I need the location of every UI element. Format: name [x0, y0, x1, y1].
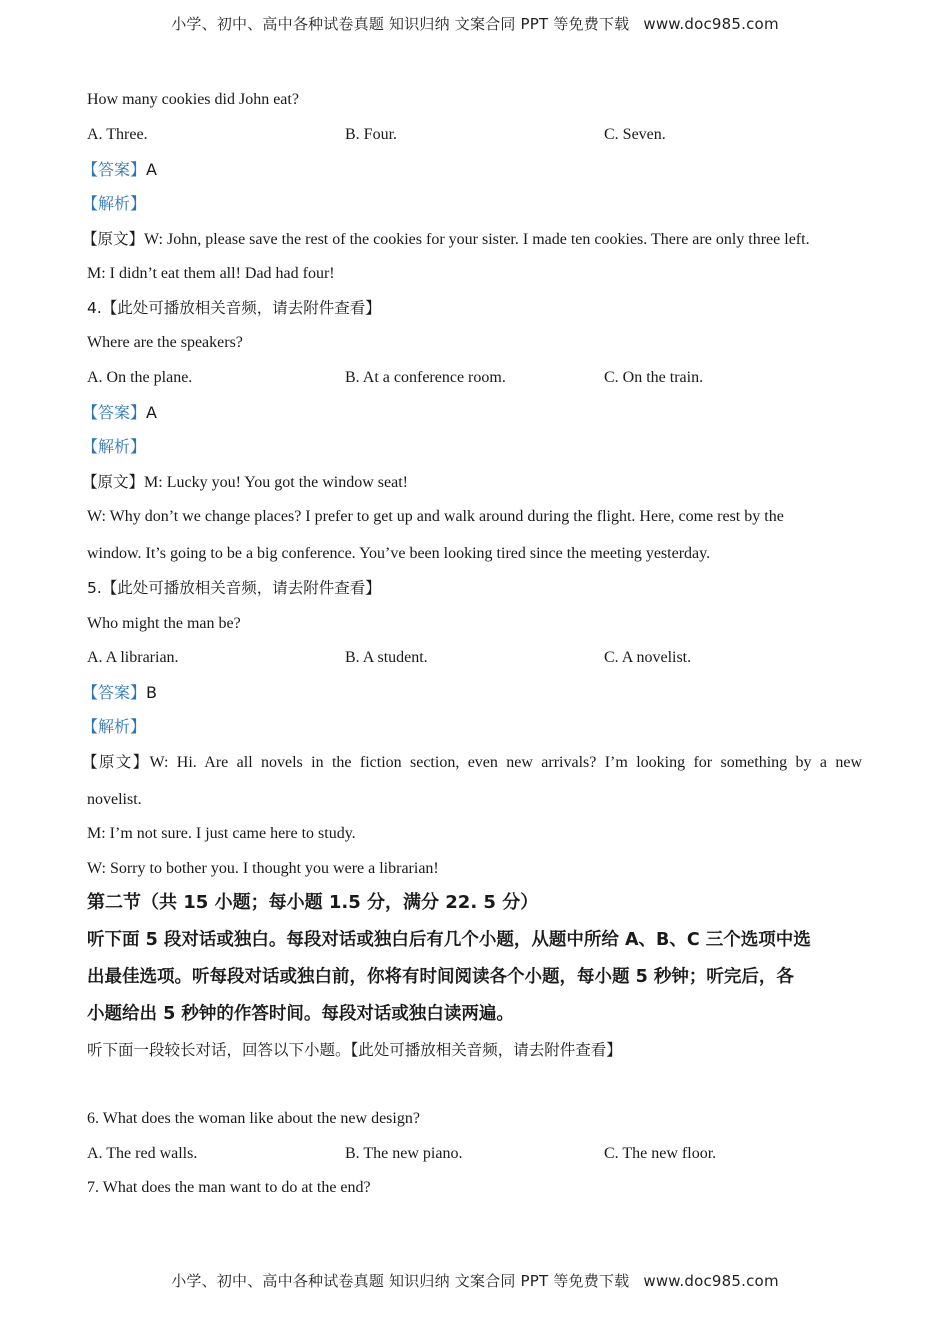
- banner-text: 小学、初中、高中各种试卷真题 知识归纳 文案合同 PPT 等免费下载: [171, 1272, 630, 1290]
- q3-transcript-line-2: M: I didn’t eat them all! Dad had four!: [87, 265, 335, 282]
- q4-option-b: B. At a conference room.: [345, 369, 506, 386]
- answer-value: A: [146, 403, 157, 422]
- q6-option-b: B. The new piano.: [345, 1145, 463, 1162]
- section2-instruction-line-1: 听下面 5 段对话或独白。每段对话或独白后有几个小题，从题中所给 A、B、C 三个选项中选: [87, 930, 811, 950]
- answer-label: 【答案】: [82, 160, 147, 179]
- q4-transcript-line-2: W: Why don’t we change places? I prefer to get up and walk around during the flight. Here, come rest by the: [87, 508, 784, 525]
- section2-instruction-line-3: 小题给出 5 秒钟的作答时间。每段对话或独白读两遍。: [87, 1004, 514, 1024]
- footer-banner: [0, 1270, 950, 1291]
- transcript-text: M: Lucky you! You got the window seat!: [144, 474, 408, 491]
- q4-option-a: A. On the plane.: [87, 369, 193, 386]
- q5-number: 5.: [87, 579, 102, 597]
- q6-question: 6. What does the woman like about the new design?: [87, 1110, 420, 1127]
- q4-answer: [82, 403, 157, 423]
- transcript-text: W: Hi. Are all novels in the fiction section, even new arrivals? I’m looking for something by a new: [149, 754, 862, 771]
- q5-transcript-line-2: novelist.: [87, 791, 142, 808]
- q5-transcript-line-4: W: Sorry to bother you. I thought you were a librarian!: [87, 860, 439, 877]
- answer-label: 【答案】: [82, 683, 147, 702]
- q4-transcript-line-1: [82, 472, 408, 493]
- q5-transcript-line-3: M: I’m not sure. I just came here to study.: [87, 825, 356, 842]
- q5-audio-note: 【此处可播放相关音频，请去附件查看】: [101, 579, 381, 597]
- transcript-label: 【原文】: [82, 473, 145, 491]
- q5-analysis-label: 【解析】: [82, 717, 147, 736]
- q4-analysis-label: 【解析】: [82, 437, 147, 456]
- transcript-label: 【原文】: [82, 753, 150, 771]
- banner-url: www.doc985.com: [643, 15, 779, 33]
- q5-option-b: B. A student.: [345, 649, 428, 666]
- q4-transcript-line-3: window. It’s going to be a big conference. You’ve been looking tired since the meeting yesterday.: [87, 545, 711, 562]
- q5-options: [87, 648, 862, 668]
- q5-answer: [82, 683, 157, 703]
- answer-value: B: [146, 683, 157, 702]
- q3-options: [87, 125, 862, 145]
- q4-number: 4.: [87, 299, 102, 317]
- q6-options: [87, 1144, 862, 1164]
- q5-heading: [87, 578, 381, 599]
- q6-option-a: A. The red walls.: [87, 1145, 198, 1162]
- q7-question: 7. What does the man want to do at the end?: [87, 1179, 371, 1196]
- q3-option-c: C. Seven.: [604, 126, 666, 143]
- q3-question: How many cookies did John eat?: [87, 91, 299, 108]
- header-banner: [0, 13, 950, 34]
- answer-label: 【答案】: [82, 403, 147, 422]
- q3-transcript-line-1: [82, 229, 810, 250]
- q5-option-a: A. A librarian.: [87, 649, 179, 666]
- banner-text: 小学、初中、高中各种试卷真题 知识归纳 文案合同 PPT 等免费下载: [171, 15, 630, 33]
- q4-question: Where are the speakers?: [87, 334, 243, 351]
- answer-value: A: [146, 160, 157, 179]
- transcript-text: W: John, please save the rest of the cookies for your sister. I made ten cookies. There are only three left.: [144, 231, 810, 248]
- q4-option-c: C. On the train.: [604, 369, 704, 386]
- q3-option-a: A. Three.: [87, 126, 148, 143]
- section2-title: 第二节（共 15 小题；每小题 1.5 分，满分 22. 5 分）: [87, 892, 539, 913]
- q5-option-c: C. A novelist.: [604, 649, 692, 666]
- q6-option-c: C. The new floor.: [604, 1145, 717, 1162]
- banner-url: www.doc985.com: [643, 1272, 779, 1290]
- q4-heading: [87, 298, 381, 319]
- q4-options: [87, 368, 862, 388]
- section2-instruction-line-2: 出最佳选项。听每段对话或独白前，你将有时间阅读各个小题，每小题 5 秒钟；听完后，各: [87, 967, 794, 987]
- q4-audio-note: 【此处可播放相关音频，请去附件查看】: [101, 299, 381, 317]
- q5-transcript-line-1: [82, 752, 862, 773]
- section2-intro: 听下面一段较长对话，回答以下小题。【此处可播放相关音频，请去附件查看】: [87, 1041, 622, 1059]
- q5-question: Who might the man be?: [87, 615, 241, 632]
- q3-analysis-label: 【解析】: [82, 194, 147, 213]
- q3-option-b: B. Four.: [345, 126, 398, 143]
- transcript-label: 【原文】: [82, 230, 145, 248]
- q3-answer: [82, 160, 157, 180]
